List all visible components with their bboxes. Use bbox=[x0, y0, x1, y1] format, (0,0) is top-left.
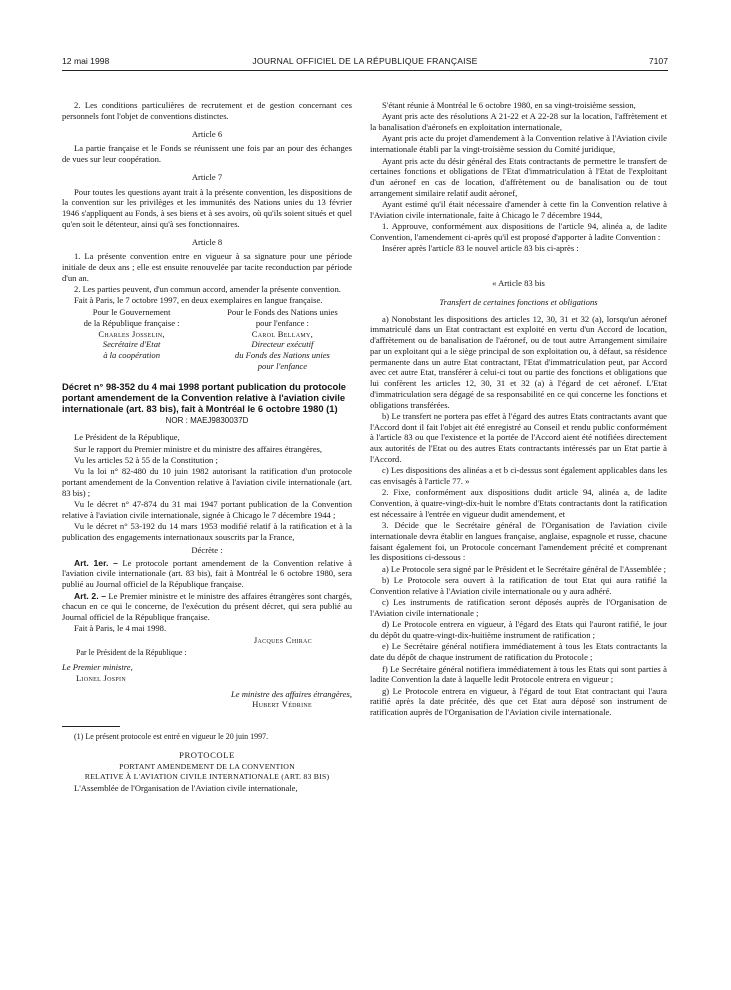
paragraph-c: c) Les dispositions des alinéas a et b ci-dessus sont également applicables dans les cas envisagés à l'article 77. » bbox=[370, 465, 667, 486]
list-item-g: g) Le Protocole entrera en vigueur, à l'égard de tout Etat contractant qui l'aura ratifié après la date précitée, dès que cet Etat aura déposé son instrument de ratification auprès de l'Organisation de l'Aviation civile internationale. bbox=[370, 685, 667, 718]
paragraph-vu-decret-1947: Vu le décret n° 47-874 du 31 mai 1947 portant publication de la Convention relative à l'aviation civile internationale, signée à Chicago le 7 décembre 1944 ; bbox=[62, 499, 352, 521]
paragraph-decide: 3. Décide que le Secrétaire général de l'Organisation de l'aviation civile internationale devra établir en langues française, anglaise, espagnole et russe, chacune faisant également foi, un Protocole concernant l'amendement précité et comprenant les dispositions ci-dessous : bbox=[370, 520, 667, 563]
paragraph-b: b) Le transfert ne portera pas effet à l'égard des autres Etats contractants avant que l'Accord dont il fait l'objet ait été enregistré au Conseil et rendu public conformément à l'article 83 ou que l'existence et la portée de l'Accord aient été notifiées directement aux autorités de l'Etat ou des autres Etats contractants intéressés par un Etat partie à l'Accord. bbox=[370, 410, 667, 464]
signatory-title: pour l'enfance bbox=[257, 360, 308, 371]
signature-chirac: Jacques Chirac bbox=[253, 634, 312, 645]
list-item-b: b) Le Protocole sera ouvert à la ratification de tout Etat qui aura ratifié la Convention relative à l'Aviation civile internationale ou y aura adhéré. bbox=[370, 575, 667, 596]
paragraph-assemblee: L'Assemblée de l'Organisation de l'Aviation civile internationale, bbox=[74, 783, 298, 794]
paragraph-pris-acte-desir: Ayant pris acte du désir général des Etats contractants de permettre le transfert de certaines fonctions et obligations de l'Etat d'immatriculation à l'Etat de l'exploitant d'un aéronef en cas de location, d'affrètement ou de banalisation ou de tout arrangement similaire relatif audit aéronef, bbox=[370, 155, 667, 198]
paragraph-conditions: 2. Les conditions particulières de recrutement et de gestion concernant ces personnels font l'objet de conventions distinctes. bbox=[62, 100, 352, 121]
signature-vedrine: Hubert Védrine bbox=[252, 699, 312, 710]
paragraph-vu-loi: Vu la loi n° 82-480 du 10 juin 1982 autorisant la ratification d'un protocole portant amendement de la Convention relative à l'aviation civile internationale (art. 83 bis) ; bbox=[62, 466, 352, 498]
signatory-name: Charles Josselin, bbox=[98, 328, 165, 339]
list-item-c: c) Les instruments de ratification seront déposés auprès de l'Organisation de l'Aviation civile internationale ; bbox=[370, 597, 667, 618]
paragraph-article-6: La partie française et le Fonds se réunissent une fois par an pour des échanges de vues sur leur coopération. bbox=[62, 143, 352, 164]
paragraph-a: a) Nonobstant les dispositions des articles 12, 30, 31 et 32 (a), lorsqu'un aéronef immatriculé dans un Etat contractant est exploité en vertu d'un Accord de location, d'affrètement ou de banalisation de l'aéronef, ou de tout autre Arrangement similaire par un exploitant qui a le siège principal de son exploitation ou, à défaut, sa résidence permanente dans un autre Etat contractant, l'Etat d'immatriculation peut, par Accord avec cet autre Etat, transférer à celui-ci tout ou partie des fonctions et obligations que lui confèrent les articles 12, 30, 31 et 32 (a) à l'égard de cet aéronef. L'Etat d'immatriculation sera dégagé de sa responsabilité en ce qui concerne les fonctions et obligations transférées. bbox=[370, 313, 667, 410]
signature-france bbox=[62, 307, 201, 372]
article-83-bis-heading: « Article 83 bis bbox=[492, 278, 545, 289]
footnote-rule bbox=[62, 726, 120, 727]
signatory-title: du Fonds des Nations unies bbox=[234, 350, 330, 361]
article-6-heading: Article 6 bbox=[191, 128, 223, 139]
article-2-text: Le Premier ministre et le ministre des affaires étrangères sont chargés, chacun en ce qui le concerne, de l'exécution du présent décret, qui sera publié au Journal officiel de la République française. bbox=[62, 590, 352, 622]
signatory-title: Directeur exécutif bbox=[251, 339, 314, 350]
list-item-f: f) Le Secrétaire général notifiera immédiatement à tous les Etats qui sont parties à ladite Convention la date à laquelle ledit Protocole entrera en vigueur ; bbox=[370, 663, 667, 685]
signature-unicef bbox=[213, 307, 352, 372]
paragraph-estime: Ayant estimé qu'il était nécessaire d'amender à cette fin la Convention relative à l'Aviation civile internationale, faite à Chicago le 7 décembre 1944, bbox=[370, 199, 667, 220]
article-7-heading: Article 7 bbox=[191, 171, 223, 182]
paragraph-pris-acte-resolutions: Ayant pris acte des résolutions A 21-22 et A 22-28 sur la location, l'affrètement et la banalisation d'aéronefs en exploitation internationale, bbox=[370, 111, 667, 133]
paragraph-vu-constitution: Vu les articles 52 à 55 de la Constitution ; bbox=[74, 455, 218, 466]
premier-ministre-label: Le Premier ministre, bbox=[62, 662, 133, 673]
protocole-heading: PROTOCOLE bbox=[179, 749, 235, 760]
paragraph-article-7: Pour toutes les questions ayant trait à la présente convention, les dispositions de la convention sur les privilèges et les immunités des Nations unies du 13 février 1946 s'appliquent au Fonds, à ses biens et à ses avoirs, où qu'ils soient situés et quel qu'en soit le détenteur, ainsi qu'à ses fonctionnaires. bbox=[62, 186, 352, 229]
decrete-label: Décrète : bbox=[191, 544, 223, 555]
signatory-label: de la République française : bbox=[83, 317, 180, 328]
paragraph-president: Le Président de la République, bbox=[74, 432, 180, 443]
right-column bbox=[370, 100, 667, 718]
nor-reference: NOR : MAEJ9830037D bbox=[165, 415, 249, 425]
issue-date: 12 mai 1998 bbox=[62, 56, 110, 66]
header-rule bbox=[62, 70, 668, 71]
signature-block bbox=[62, 307, 352, 372]
paragraph-fait-paris: Fait à Paris, le 7 octobre 1997, en deux exemplaires en langue française. bbox=[74, 295, 323, 306]
signatory-title: à la coopération bbox=[103, 350, 160, 361]
paragraph-article-8-1: 1. La présente convention entre en vigueur à sa signature pour une période initiale de deux ans ; elle est ensuite renouvelée par tacite reconduction par période d'un an. bbox=[62, 251, 352, 283]
paragraph-article-2 bbox=[62, 591, 352, 623]
decree-title: Décret n° 98-352 du 4 mai 1998 portant publication du protocole portant amendement de la Convention relative à l'aviation civile internationale (art. 83 bis), fait à Montréal le 6 octobre 1980 (1) bbox=[62, 380, 347, 414]
article-1-label: Art. 1er. – bbox=[74, 557, 118, 568]
signatory-label: Pour le Gouvernement bbox=[92, 307, 171, 318]
list-item-a: a) Le Protocole sera signé par le Président et le Secrétaire général de l'Assemblée ; bbox=[382, 563, 667, 574]
paragraph-fait-paris-1998: Fait à Paris, le 4 mai 1998. bbox=[74, 623, 167, 634]
signature-jospin: Lionel Jospin bbox=[76, 672, 126, 683]
paragraph-vu-decret-1953: Vu le décret n° 53-192 du 14 mars 1953 modifié relatif à la ratification et à la publication des engagements internationaux souscrits par la France, bbox=[62, 521, 352, 543]
ministre-affaires-etrangeres-label: Le ministre des affaires étrangères, bbox=[230, 688, 352, 699]
running-header bbox=[62, 56, 668, 70]
journal-title: JOURNAL OFFICIEL DE LA RÉPUBLIQUE FRANÇAISE bbox=[252, 56, 478, 66]
left-column bbox=[62, 100, 352, 795]
signatory-title: Secrétaire d'Etat bbox=[102, 339, 161, 350]
signatory-name: Carol Bellamy, bbox=[251, 328, 314, 339]
article-1-text: Le protocole portant amendement de la Convention relative à l'aviation civile internationale (art. 83 bis), fait à Montréal le 6 octobre 1980, sera publié au Journal officiel de la République française. bbox=[62, 557, 352, 590]
article-2-label: Art. 2. – bbox=[74, 590, 106, 601]
protocole-subheading-1: PORTANT AMENDEMENT DE LA CONVENTION bbox=[119, 761, 295, 771]
paragraph-fixe: 2. Fixe, conformément aux dispositions dudit article 94, alinéa a, de ladite Convention, à quatre-vingt-dix-huit le nombre d'Etats contractants dont la ratification est nécessaire à l'entrée en vigueur dudit amendement, et bbox=[370, 487, 667, 519]
page-number: 7107 bbox=[648, 56, 668, 66]
list-item-e: e) Le Secrétaire général notifiera immédiatement à tous les Etats contractants la date du dépôt de chaque instrument de ratification du Protocole ; bbox=[370, 641, 667, 663]
transfert-heading: Transfert de certaines fonctions et obligations bbox=[439, 296, 598, 307]
paragraph-article-1 bbox=[62, 558, 352, 590]
paragraph-inserer: Insérer après l'article 83 le nouvel article 83 bis ci-après : bbox=[382, 243, 579, 254]
article-8-heading: Article 8 bbox=[191, 236, 223, 247]
signatory-label: Pour le Fonds des Nations unies bbox=[227, 307, 338, 318]
paragraph-pris-acte-projet: Ayant pris acte du projet d'amendement à la Convention relative à l'Aviation civile internationale établi par la vingt-troisième session du Comité juridique, bbox=[370, 133, 667, 155]
paragraph-reunie: S'étant réunie à Montréal le 6 octobre 1980, en sa vingt-troisième session, bbox=[382, 100, 636, 110]
protocole-subheading-2: RELATIVE À L'AVIATION CIVILE INTERNATIONALE (ART. 83 BIS) bbox=[84, 772, 330, 782]
paragraph-rapport: Sur le rapport du Premier ministre et du ministre des affaires étrangères, bbox=[74, 443, 323, 454]
paragraph-article-8-2: 2. Les parties peuvent, d'un commun accord, amender la présente convention. bbox=[74, 284, 341, 295]
par-le-president: Par le Président de la République : bbox=[76, 648, 187, 658]
paragraph-approuve: 1. Approuve, conformément aux dispositions de l'article 94, alinéa a, de ladite Convention, l'amendement ci-après qu'il est proposé d'apporter à ladite Convention : bbox=[370, 221, 667, 242]
signatory-label: pour l'enfance : bbox=[255, 317, 309, 328]
footnote: (1) Le présent protocole est entré en vigueur le 20 juin 1997. bbox=[74, 732, 269, 742]
list-item-d: d) Le Protocole entrera en vigueur, à l'égard des Etats qui l'auront ratifié, le jour du dépôt du quatre-vingt-dix-huitième instrument de ratification ; bbox=[370, 619, 667, 641]
